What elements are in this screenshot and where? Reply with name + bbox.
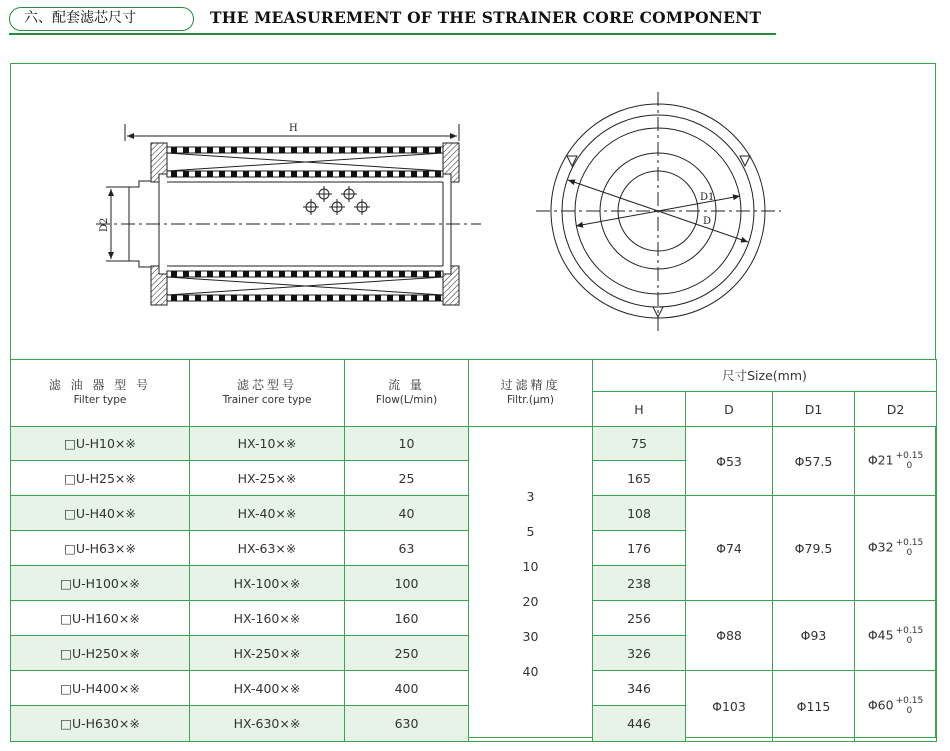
perforation-holes [303,186,370,215]
core-type-cell: HX-630×※ [190,706,345,742]
filter-type-en: Filter type [73,394,127,406]
core-type-cell: HX-400×※ [190,671,345,706]
h-cell: 108 [593,496,686,531]
col-filtr [469,360,593,427]
tol-lower: 0 [906,635,913,646]
col-h: H [593,392,686,427]
accuracy-value: 20 [522,594,539,609]
col-d2: D2 [855,392,937,427]
h-cell: 75 [593,427,686,461]
tol-upper: +0.15 [895,625,924,636]
h-cell: 326 [593,636,686,671]
core-type-cell: HX-40×※ [190,496,345,531]
filter-type-cell: □U-H630×※ [11,706,190,742]
title-underline [9,33,776,35]
core-type-cell: HX-250×※ [190,636,345,671]
d-cell: Φ74 [686,496,773,601]
flow-cell: 40 [345,496,469,531]
d2-cell [855,427,937,496]
d2-tolerance [896,626,924,646]
d2-value: Φ45 [867,627,894,642]
d2-tolerance [896,451,924,471]
h-cell: 256 [593,601,686,636]
flow-en: Flow(L/min) [375,394,438,406]
tol-upper: +0.15 [895,696,924,706]
flow-cell: 63 [345,531,469,566]
d-cell: Φ103 [686,671,773,742]
technical-drawing [11,64,935,360]
tol-upper: +0.15 [895,538,924,548]
flow-cell: 400 [345,671,469,706]
tol-upper: +0.15 [895,451,924,461]
col-d: D [686,392,773,427]
d-cell: Φ53 [686,427,773,496]
dim-label-d1: D1 [700,192,715,203]
d2-value: Φ21 [867,452,894,468]
filter-type-cell: □U-H400×※ [11,671,190,706]
filter-type-cell: □U-H10×※ [11,427,190,461]
accuracy-value: 3 [526,489,535,504]
accuracy-value: 40 [522,664,539,679]
accuracy-list [469,479,592,689]
h-cell: 165 [593,461,686,496]
tol-lower: 0 [906,706,913,716]
filter-type-cell: □U-H40×※ [11,496,190,531]
dim-label-d2: D2 [99,217,110,232]
flow-cell: 10 [345,427,469,461]
filtr-zh: 过滤精度 [500,378,561,392]
table-row [11,427,937,461]
filter-type-cell: □U-H160×※ [11,601,190,636]
d2-cell [855,671,937,742]
flow-cell: 25 [345,461,469,496]
col-size: 尺寸Size(mm) [593,360,937,392]
accuracy-value: 5 [526,524,535,539]
header-row [11,360,937,392]
filter-type-cell: □U-H250×※ [11,636,190,671]
flow-cell: 160 [345,601,469,636]
core-type-cell: HX-63×※ [190,531,345,566]
spec-table [10,359,937,742]
core-type-en: Trainer core type [222,394,312,406]
filter-type-cell: □U-H25×※ [11,461,190,496]
core-type-cell: HX-160×※ [190,601,345,636]
d2-value: Φ60 [867,697,894,713]
d1-cell: Φ57.5 [773,427,855,496]
d2-tolerance [896,696,924,716]
d-cell: Φ88 [686,601,773,671]
h-cell: 176 [593,531,686,566]
d1-cell: Φ79.5 [773,496,855,601]
d2-cell [855,496,937,601]
filtr-en: Filtr.(μm) [506,394,555,406]
accuracy-value: 30 [522,629,539,644]
col-flow [345,360,469,427]
h-cell: 238 [593,566,686,601]
col-filter-type [11,360,190,427]
filter-type-cell: □U-H63×※ [11,531,190,566]
d2-tolerance [896,538,924,558]
tol-lower: 0 [906,548,913,558]
flow-cell: 100 [345,566,469,601]
h-cell: 346 [593,671,686,706]
d1-cell: Φ115 [773,671,855,742]
col-core-type [190,360,345,427]
flow-cell: 630 [345,706,469,742]
d2-cell [855,601,937,671]
col-d1: D1 [773,392,855,427]
core-type-cell: HX-25×※ [190,461,345,496]
core-type-zh: 滤芯型号 [236,378,297,392]
flow-zh: 流 量 [388,378,425,392]
flow-cell: 250 [345,636,469,671]
filter-type-zh: 滤 油 器 型 号 [48,378,152,392]
dim-label-h: H [289,123,298,134]
end-view [536,92,781,332]
h-cell: 446 [593,706,686,742]
tol-lower: 0 [906,461,913,471]
core-type-cell: HX-10×※ [190,427,345,461]
section-label: 六、配套滤芯尺寸 [9,7,194,31]
section-title: THE MEASUREMENT OF THE STRAINER CORE COMPONENT [210,8,762,27]
d1-cell: Φ93 [773,601,855,671]
d2-value: Φ32 [867,539,894,555]
dim-label-d: D [703,216,712,227]
accuracy-value: 10 [522,559,539,574]
filtration-accuracy-cell [469,427,593,742]
filter-type-cell: □U-H100×※ [11,566,190,601]
core-type-cell: HX-100×※ [190,566,345,601]
